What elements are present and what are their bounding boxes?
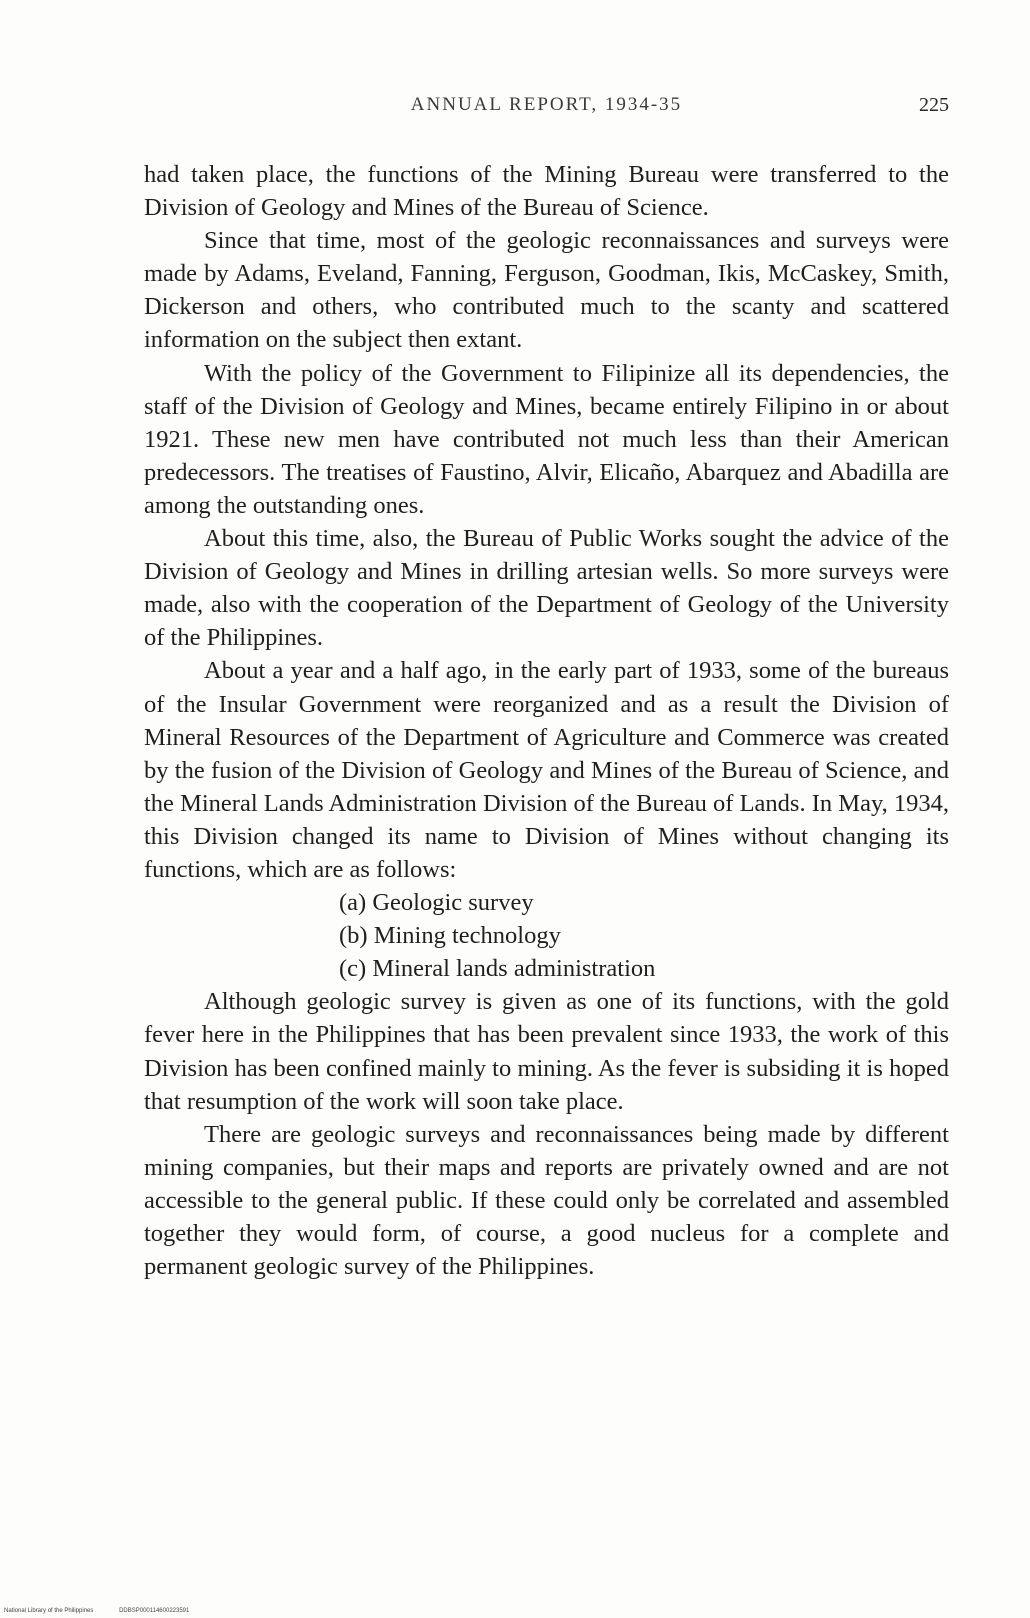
footer-library: National Library of the Philippines [4,1608,94,1614]
running-head [144,94,949,124]
footer-identifier: DDBSP000114600223591 [119,1608,190,1614]
paragraph-gold-fever: Although geologic survey is given as one of its functions, with the gold fever here in the Philippines that has been prevalent since 1933, the work of this Division has been confined mainly to mining. As the fever is subsiding it is hoped that resumption of the work will soon take place. [144,988,949,1115]
paragraph-artesian-wells: About this time, also, the Bureau of Public Works sought the advice of the Division of Geology and Mines in drilling artesian wells. So more surveys were made, also with the cooperation of the Department of Geology of the University of the Philippines. [144,525,949,652]
paragraph-filipinization: With the policy of the Government to Filipinize all its dependencies, the staff of the Division of Geology and Mines, became entirely Filipino in or about 1921. These new men have contributed not much less than their American predecessors. The treatises of Faustino, Alvir, Elicaño, Abarquez and Abadilla are among the outstanding ones. [144,359,949,519]
functions-list [144,886,949,985]
paragraph-early-surveys: Since that time, most of the geologic reconnaissances and surveys were made by Adams, Eveland, Fanning, Ferguson, Goodman, Ikis, McCaskey, Smith, Dickerson and others, who contributed much to the scanty and scattered information on the subject then extant. [144,227,949,354]
page-number: 225 [919,94,949,116]
list-item: (c) Mineral lands administration [339,955,656,983]
list-item: (b) Mining technology [339,922,561,950]
paragraph-continuation: had taken place, the functions of the Mining Bureau were transferred to the Division of Geology and Mines of the Bureau of Science. [144,161,949,222]
paragraph-reorganization: About a year and a half ago, in the early part of 1933, some of the bureaus of the Insular Government were reorganized and as a result the Division of Mineral Resources of the Department of Agriculture and Commerce was created by the fusion of the Division of Geology and Mines of the Bureau of Science, and the Mineral Lands Administration Division of the Bureau of Lands. In May, 1934, this Division changed its name to Division of Mines without changing its functions, which are as follows: [144,657,949,883]
paragraph-private-surveys: There are geologic surveys and reconnaissances being made by different mining companies, but their maps and reports are privately owned and are not accessible to the general public. If these could only be correlated and assembled together they would form, of course, a good nucleus for a complete and permanent geologic survey of the Philippines. [144,1120,949,1281]
scan-footer [4,1608,189,1614]
list-item: (a) Geologic survey [339,889,534,917]
running-title: ANNUAL REPORT, 1934-35 [410,94,683,115]
body-text [144,158,949,1283]
